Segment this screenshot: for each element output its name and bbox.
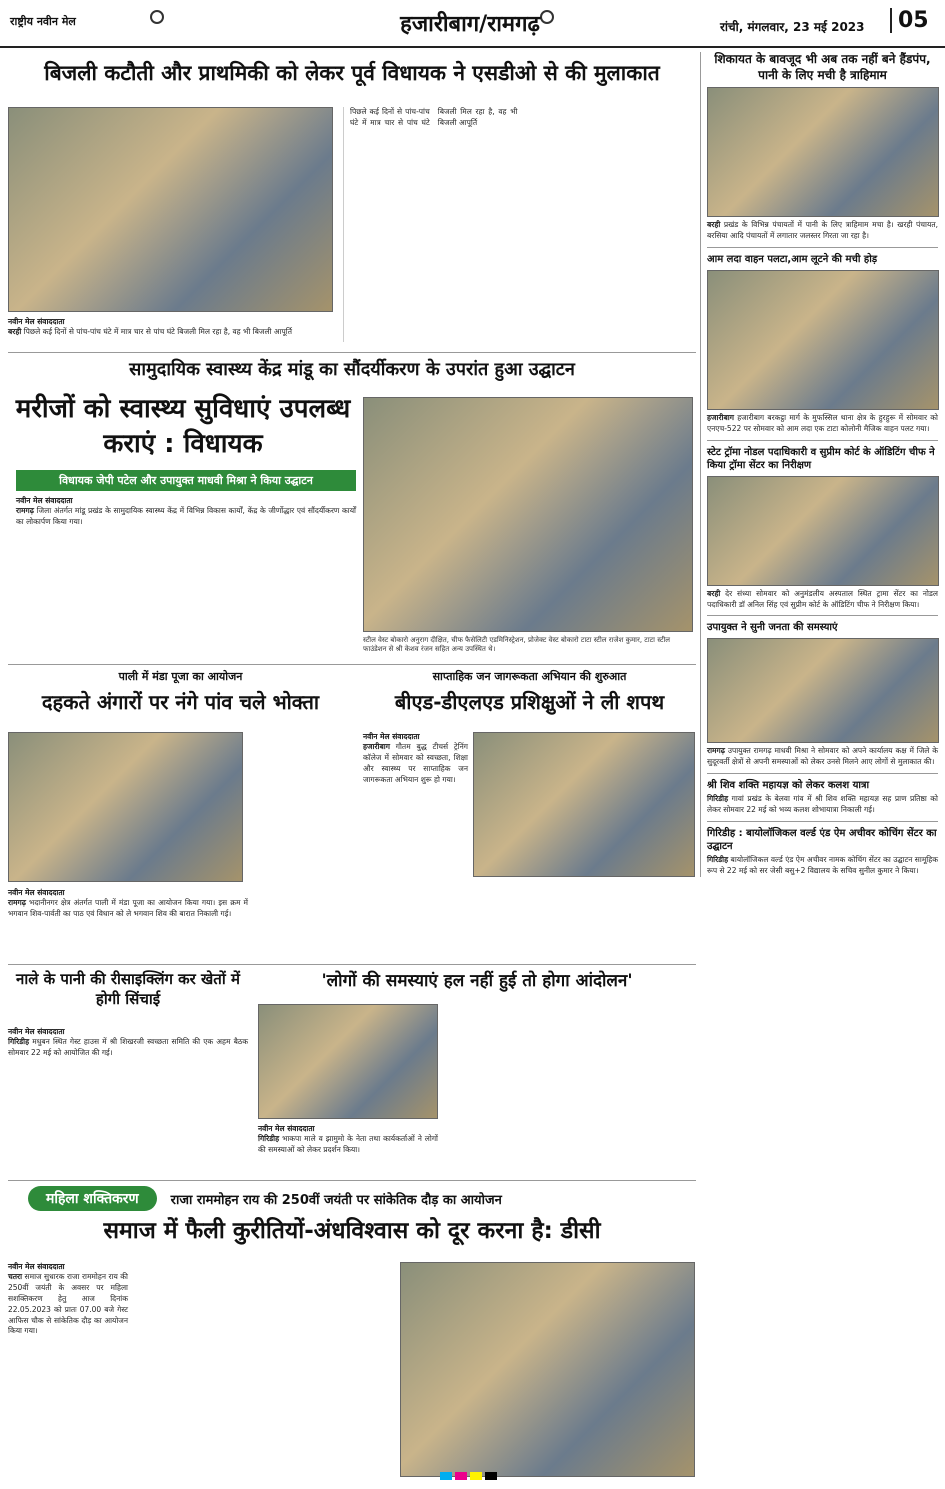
story2-headline-box (8, 392, 358, 462)
divider (707, 247, 938, 248)
sidebar-s5-lead: गावां प्रखंड के बेलवा गांव में श्री शिव शक्ति महायज्ञ सह प्राण प्रतिष्ठा को लेकर सोमवार 22 मई को भव्य कलश शोभायात्रा निकाली गई। (707, 794, 938, 815)
story1-body: पिछले कई दिनों से पांच-पांच घंटे में मात्र चार से पांच घंटे बिजली मिल रहा है, वह भी बिजली आपूर्ति (350, 107, 518, 127)
story7-dateline: चतरा (8, 1272, 23, 1281)
story7-photo (400, 1262, 695, 1477)
divider (707, 773, 938, 774)
story4-dateline: हजारीबाग (363, 742, 390, 751)
story5-intro (8, 1027, 248, 1059)
story1-headline-box (8, 60, 696, 100)
story2-caption: स्टील वेस्ट बोकारो अनुराग दीक्षित, चीफ फैसेलिटी एडमिनिस्ट्रेशन, प्रोजेक्ट वेस्ट बोकारो टाटा स्टील राजेश कुमार, टाटा स्टील फाउंडेशन से श्री केशव रंजन सहित अन्य उपस्थित थे। (363, 636, 671, 654)
story4-photo (473, 732, 695, 877)
story1-photo (8, 107, 333, 312)
registration-mark-icon (150, 10, 164, 24)
story1-byline: नवीन मेल संवाददाता (8, 317, 65, 326)
sidebar-s2-headline: आम लदा वाहन पलटा,आम लूटने की मची होड़ (707, 253, 878, 265)
issue-date: रांची, मंगलवार, 23 मई 2023 (720, 20, 865, 34)
page-header (0, 0, 945, 48)
story4-head (363, 669, 696, 715)
story5-lead: मधुबन स्थित गेस्ट हाउस में श्री शिखरजी स्वच्छता समिति की एक अहम बैठक सोमवार 22 मई को आयोजित की गई। (8, 1037, 248, 1057)
story1-body-columns (343, 107, 693, 342)
story1-headline: बिजली कटौती और प्राथमिकी को लेकर पूर्व विधायक ने एसडीओ से की मुलाकात (44, 61, 660, 85)
story4-headline: बीएड-डीएलएड प्रशिक्षुओं ने ली शपथ (394, 690, 665, 714)
sidebar-s6-headline: गिरिडीह : बायोलॉजिकल वर्ल्ड एंड ऐम अचीवर कोचिंग सेंटर का उद्घाटन (707, 827, 937, 852)
sidebar-s3-dateline: बरही (707, 588, 721, 598)
story6-headline: 'लोगों की समस्याएं हल नहीं हुई तो होगा आंदोलन' (321, 971, 633, 991)
story3-kicker: पाली में मंडा पूजा का आयोजन (118, 670, 243, 683)
story4-kicker: साप्ताहिक जन जागरूकता अभियान की शुरुआत (432, 670, 627, 683)
story7-lead: समाज सुधारक राजा राममोहन राय की 250वीं जयंती के अवसर पर महिला सशक्तिकरण हेतु आज दिनांक 22.05.2023 को प्रातः 07.00 बजे गेस्ट आफिस चौक से सांकेतिक दौड़ का आयोजन किया गया। (8, 1272, 128, 1336)
story6-head (258, 970, 696, 992)
story2-kicker: सामुदायिक स्वास्थ्य केंद्र मांडू का सौंदर्यीकरण के उपरांत हुआ उद्घाटन (129, 359, 575, 380)
divider (8, 964, 696, 965)
story1-intro (8, 317, 333, 338)
sidebar-s4-photo (707, 638, 939, 743)
story6-photo (258, 1004, 438, 1119)
story3-dateline: रामगढ़ (8, 898, 26, 907)
story2-lead: जिला अंतर्गत मांडू प्रखंड के सामुदायिक स्वास्थ्य केंद्र में विभिन्न विकास कार्यों, केंद्र के जीर्णोद्धार एवं सौंदर्यीकरण कार्यों का लोकार्पण किया गया। (16, 506, 356, 526)
story3-photo (8, 732, 243, 882)
story2-headline: मरीजों को स्वास्थ्य सुविधाएं उपलब्ध कराएं : विधायक (15, 394, 351, 460)
story7-intro (8, 1262, 128, 1337)
sidebar-s4-lead: उपायुक्त रामगढ़ माधवी मिश्रा ने सोमवार को अपने कार्यालय कक्ष में जिले के सुदूरवर्ती क्षेत्रों से अपनी समस्याओं को लेकर उनसे मिलने आए लोगों से मुलाकात की। (707, 746, 939, 767)
story6-dateline: गिरिडीह (258, 1134, 280, 1143)
page-number: 05 (890, 8, 929, 33)
story1-lead: पिछले कई दिनों से पांच-पांच घंटे में मात्र चार से पांच घंटे बिजली मिल रहा है, वह भी बिजली आपूर्ति (23, 327, 292, 336)
story3-intro (8, 888, 248, 920)
story6-byline: नवीन मेल संवाददाता (258, 1124, 315, 1133)
right-sidebar (700, 52, 938, 877)
masthead-logo: राष्ट्रीय नवीन मेल (10, 15, 76, 28)
sidebar-s4-dateline: रामगढ़ (707, 746, 725, 756)
divider (707, 440, 938, 441)
color-swatch (440, 1472, 452, 1480)
sidebar-s5-headline: श्री शिव शक्ति महायज्ञ को लेकर कलश यात्रा (707, 780, 870, 792)
sidebar-s1-photo (707, 87, 939, 217)
story6-lead: भाकपा माले व झामुमो के नेता तथा कार्यकर्ताओं ने लोगों की समस्याओं को लेकर प्रदर्शन किया। (258, 1134, 438, 1154)
sidebar-s4-headline: उपायुक्त ने सुनी जनता की समस्याएं (707, 622, 838, 634)
story3-lead: भदानीनगर क्षेत्र अंतर्गत पाली में मंडा पूजा का आयोजन किया गया। इस क्रम में भगवान शिव-पार्वती का पाठ एवं विधान को ले भगवान शिव की बारात निकाली गई। (8, 898, 248, 918)
story2-byline: नवीन मेल संवाददाता (16, 496, 73, 505)
sidebar-s6-dateline: गिरिडीह (707, 854, 729, 864)
sidebar-s1-headline: शिकायत के बावजूद भी अब तक नहीं बने हैंडपंप, पानी के लिए मची है त्राहिमाम (714, 52, 931, 82)
sidebar-s3-photo (707, 476, 939, 586)
story1-dateline: बरही (8, 327, 22, 336)
story7-byline: नवीन मेल संवाददाता (8, 1262, 65, 1271)
story3-byline: नवीन मेल संवाददाता (8, 888, 65, 897)
sidebar-s3-lead: देर संध्या सोमवार को अनुमंडलीय अस्पताल स्थित ट्रामा सेंटर का नोडल पदाधिकारी डॉ अनिल सिंह एवं सुप्रीम कोर्ट के ऑडिटिंग चीफ ने निरीक्षण किया। (707, 588, 938, 609)
sidebar-s5-dateline: गिरिडीह (707, 794, 729, 804)
story7-headline-box (8, 1217, 696, 1246)
section-title: हजारीबाग/रामगढ़ (400, 12, 540, 37)
color-swatch (485, 1472, 497, 1480)
story4-intro (363, 732, 468, 786)
divider (8, 664, 696, 665)
sidebar-s6-lead: बायोलॉजिकल वर्ल्ड एंड ऐम अचीवर नामक कोचिंग सेंटर का उद्घाटन सामूहिक रूप से 22 मई को सर जेसी बसु+2 विद्यालय के सचिव सुनील कुमार ने किया। (707, 854, 938, 875)
story5-byline: नवीन मेल संवाददाता (8, 1027, 65, 1036)
story2-kicker-box (8, 358, 696, 381)
story5-head (8, 970, 248, 1009)
sidebar-s2-lead: हजारीबाग बरकट्ठा मार्ग के मुफस्सिल थाना क्षेत्र के हुरहुरू में सोमवार को एनएच-522 पर सोमवार को आम लदा एक टाटा कोलोनी मैजिक वाहन पलट गया। (707, 412, 938, 433)
color-swatch (455, 1472, 467, 1480)
story7-tag: महिला शक्तिकरण (28, 1186, 157, 1211)
divider (707, 615, 938, 616)
story7-tagline (28, 1186, 688, 1211)
story7-kicker: राजा राममोहन राय की 250वीं जयंती पर सांकेतिक दौड़ का आयोजन (170, 1192, 502, 1208)
story5-headline: नाले के पानी की रीसाइक्लिंग कर खेतों में होगी सिंचाई (16, 970, 240, 1008)
color-swatch (470, 1472, 482, 1480)
story2-intro (16, 496, 356, 656)
sidebar-s1-lead: प्रखंड के विभिन्न पंचायतों में पानी के लिए त्राहिमाम मचा है। खरही पंचायत, बरसिया आदि पंचायतों में लगातार जलस्तर गिरता जा रहा है। (707, 220, 938, 241)
story4-lead: गौतम बुद्ध टीचर्स ट्रेनिंग कॉलेज में सोमवार को स्वच्छता, शिक्षा और स्वास्थ्य पर साप्ताहिक जन जागरूकता अभियान शुरू हो गया। (363, 742, 468, 784)
story2-dateline: रामगढ़ (16, 506, 34, 515)
story2-subhead: विधायक जेपी पटेल और उपायुक्त माधवी मिश्रा ने किया उद्घाटन (16, 470, 356, 491)
sidebar-s2-photo (707, 270, 939, 410)
story7-headline: समाज में फैली कुरीतियों-अंधविश्वास को दूर करना है: डीसी (103, 1218, 601, 1244)
sidebar-s3-headline: स्टेट ट्रॉमा नोडल पदाधिकारी व सुप्रीम कोर्ट के ऑडिटिंग चीफ ने किया ट्रॉमा सेंटर का निरीक्षण (707, 446, 935, 471)
divider (707, 821, 938, 822)
story2-photo (363, 397, 693, 632)
story5-dateline: गिरिडीह (8, 1037, 30, 1046)
story6-intro (258, 1124, 438, 1156)
color-registration-bar (440, 1472, 497, 1480)
story3-headline: दहकते अंगारों पर नंगे पांव चले भोक्ता (41, 690, 320, 714)
divider (8, 352, 696, 353)
sidebar-s1-dateline: बरही (707, 220, 721, 230)
divider (8, 1180, 696, 1181)
story3-head (8, 669, 353, 715)
sidebar-s2-dateline: हजारीबाग (707, 412, 734, 422)
story4-byline: नवीन मेल संवाददाता (363, 732, 420, 741)
